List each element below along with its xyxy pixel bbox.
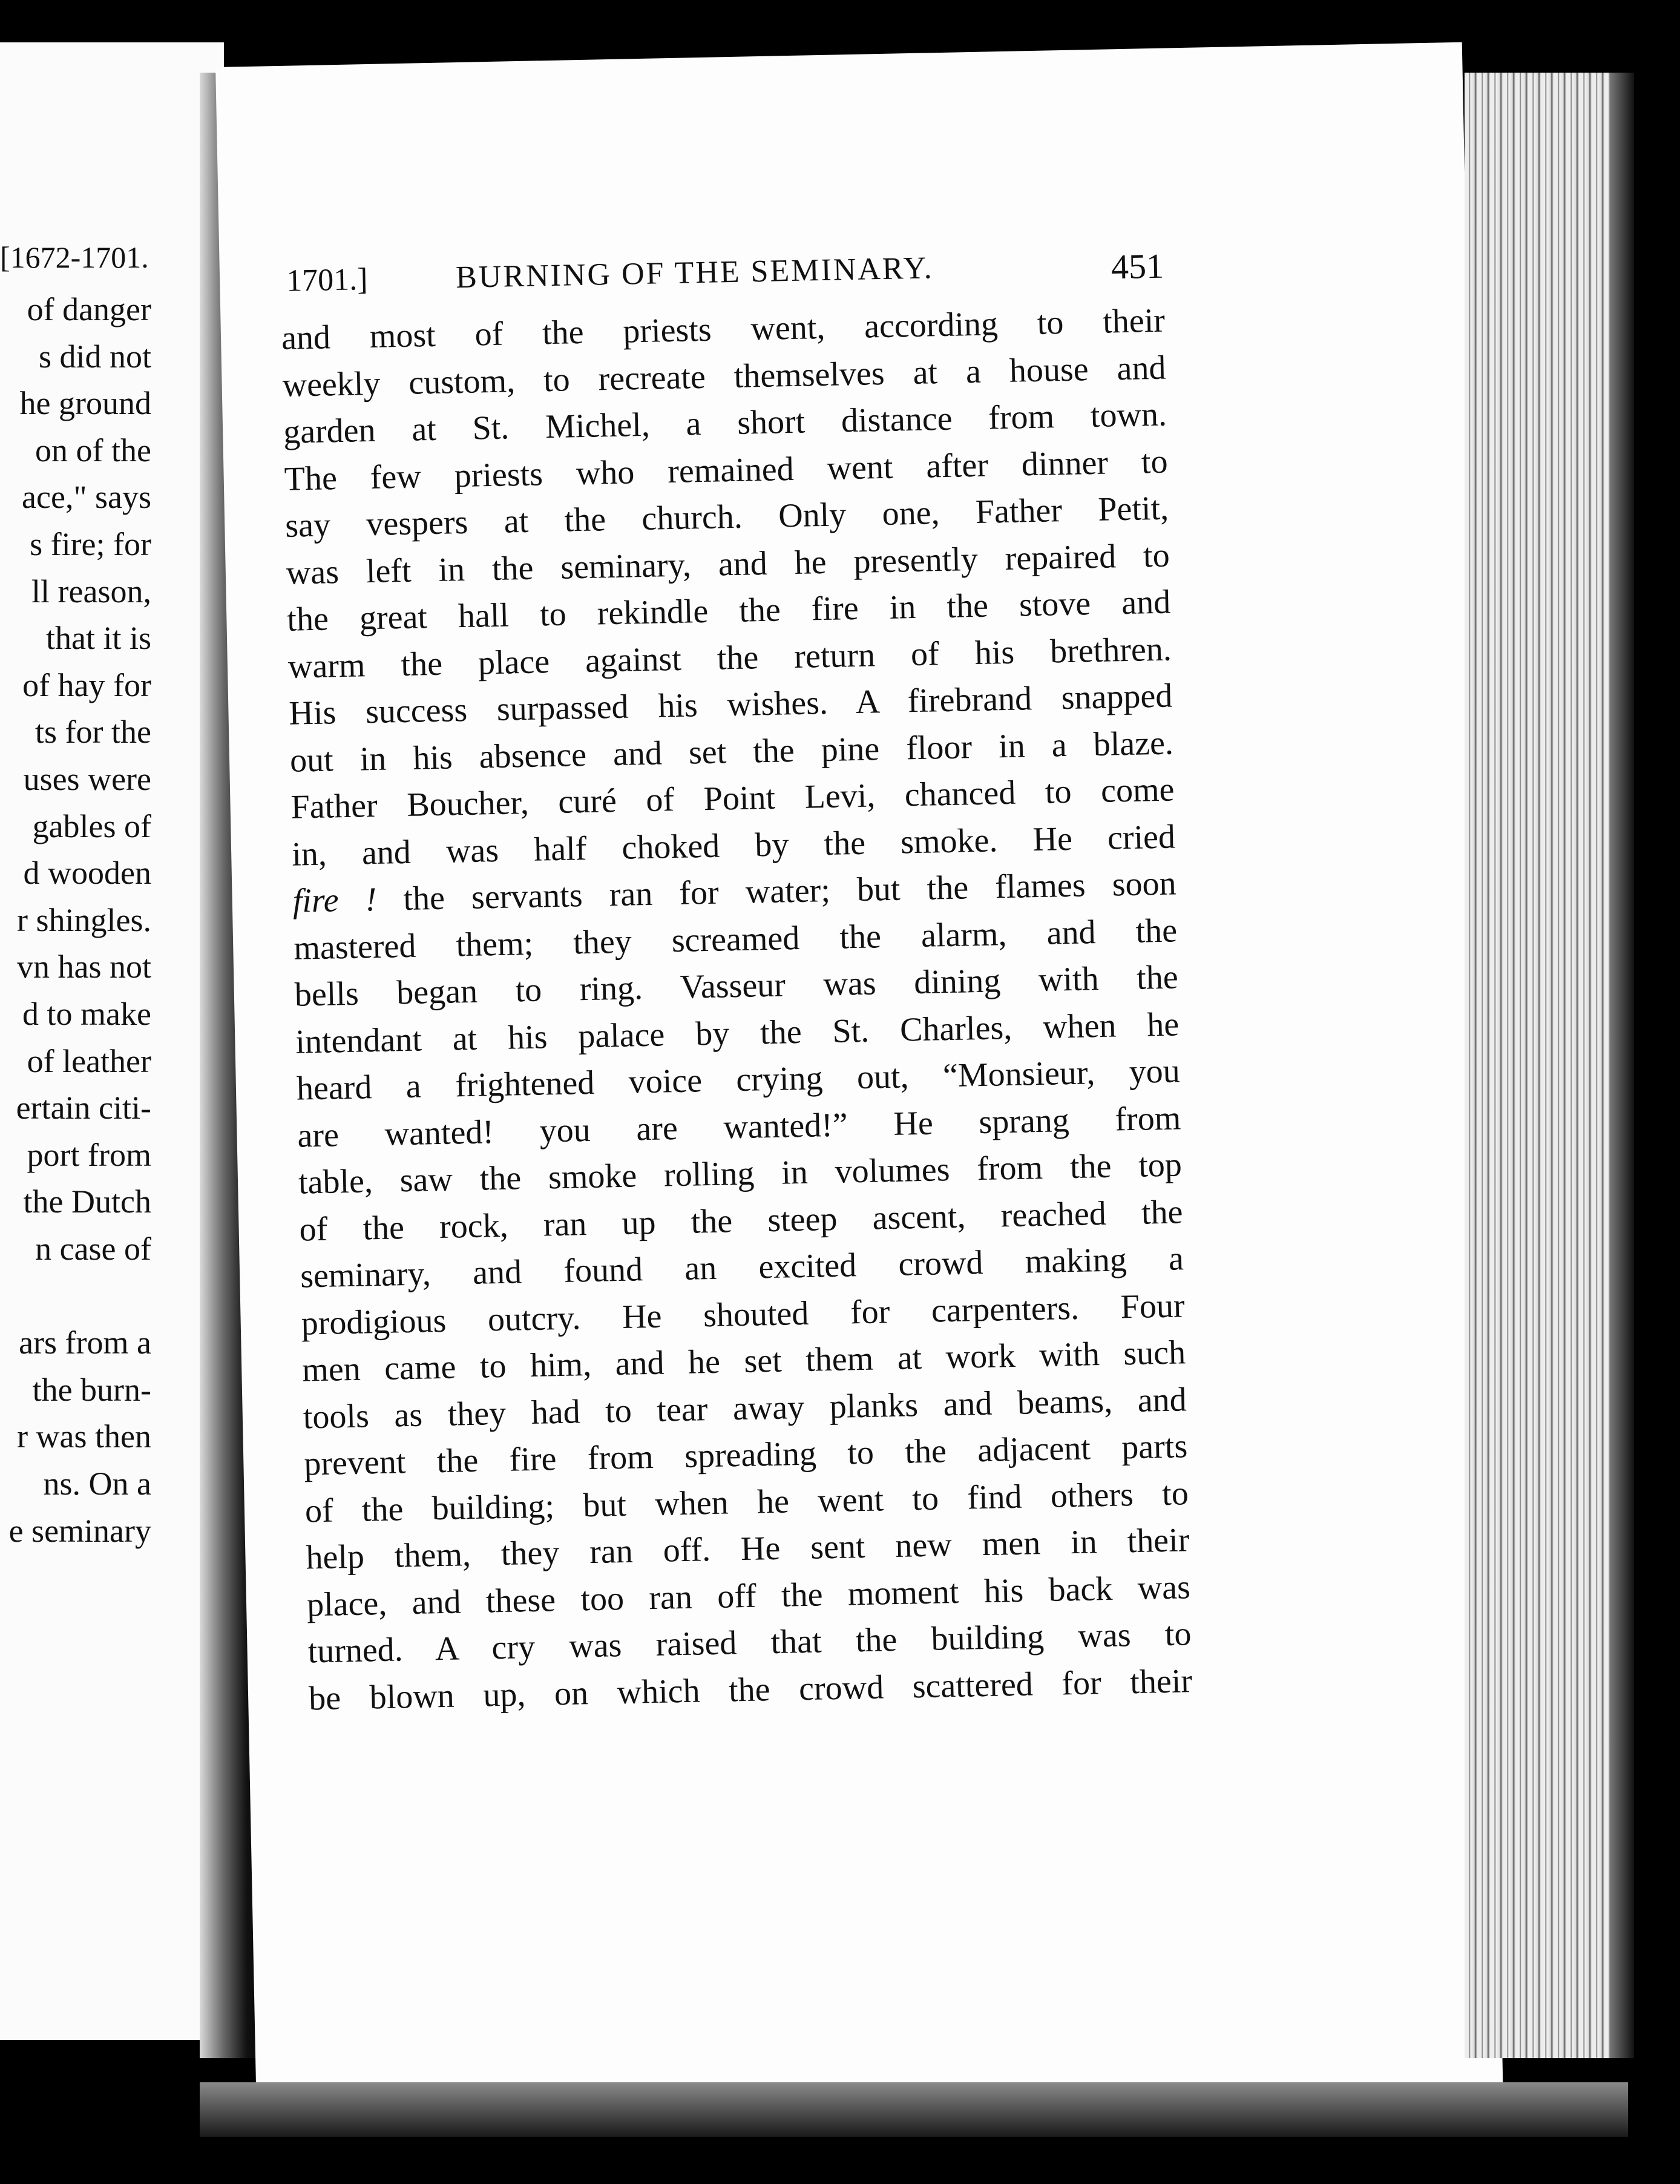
fore-edge-shadow bbox=[1610, 73, 1634, 2058]
italic-exclamation: fire ! bbox=[292, 880, 377, 920]
text-line: and most of the priests went, according to their bbox=[281, 301, 1166, 357]
text-line: of the building; but when he went to find others to bbox=[304, 1474, 1189, 1530]
previous-page-line: d to make bbox=[22, 996, 151, 1032]
text-line: out in his absence and set the pine floor in a blaze. bbox=[289, 723, 1174, 780]
text-line: intendant at his palace by the St. Charles, when he bbox=[295, 1005, 1180, 1061]
text-line: Father Boucher, curé of Point Levi, chanced to come bbox=[290, 771, 1175, 826]
text-line: men came to him, and he set them at work with such bbox=[301, 1334, 1186, 1389]
previous-page-line: ll reason, bbox=[31, 573, 151, 610]
previous-page-line: r was then bbox=[17, 1418, 151, 1455]
text-line: His success surpassed his wishes. A firebrand snapped bbox=[288, 677, 1173, 732]
previous-page-line: of danger bbox=[27, 291, 151, 327]
text-line: mastered them; they screamed the alarm, and the bbox=[293, 911, 1178, 967]
previous-page-line: uses were bbox=[23, 761, 151, 797]
text-line: prodigious outcry. He shouted for carpenters. Four bbox=[301, 1286, 1186, 1343]
header-date-range: 1701.] bbox=[286, 262, 369, 298]
previous-page-line: vn has not bbox=[17, 949, 151, 985]
previous-page-line: s fire; for bbox=[30, 526, 151, 562]
previous-page-text bbox=[0, 0, 151, 2184]
previous-page-line: gables of bbox=[32, 807, 151, 844]
text-line: place, and these too ran off the moment his back was bbox=[306, 1568, 1191, 1623]
text-line: fire ! the servants ran for water; but the flames soon bbox=[292, 864, 1177, 920]
previous-page-line: e seminary bbox=[8, 1512, 151, 1549]
text-line: seminary, and found an excited crowd making a bbox=[300, 1240, 1184, 1295]
text-line: was left in the seminary, and he presently repaired to bbox=[286, 536, 1170, 592]
previous-page-line: n case of bbox=[35, 1231, 151, 1267]
text-line: warm the place against the return of his brethren. bbox=[287, 630, 1172, 686]
text-line: turned. A cry was raised that the building was to bbox=[307, 1615, 1192, 1671]
previous-page-line: r shingles. bbox=[17, 901, 151, 938]
text-line: say vespers at the church. Only one, Father Petit, bbox=[284, 489, 1169, 545]
previous-page-line: ace," says bbox=[22, 479, 151, 516]
text-line: The few priests who remained went after dinner to bbox=[284, 442, 1169, 498]
page-fore-edge bbox=[1465, 73, 1628, 2058]
previous-page-line: d wooden bbox=[23, 855, 151, 892]
previous-page-line: of hay for bbox=[22, 666, 151, 703]
text-line: in, and was half choked by the smoke. He cried bbox=[291, 817, 1176, 873]
text-line: bells began to ring. Vasseur was dining with the bbox=[294, 958, 1179, 1014]
text-line: weekly custom, to recreate themselves at a house and bbox=[282, 349, 1166, 404]
previous-page-line: that it is bbox=[46, 620, 151, 657]
bottom-shadow bbox=[200, 2082, 1628, 2137]
previous-page-line: on of the bbox=[35, 432, 151, 469]
previous-page-line: the burn- bbox=[32, 1371, 151, 1408]
body-text bbox=[281, 298, 1192, 1723]
text-line: garden at St. Michel, a short distance from town. bbox=[283, 395, 1167, 451]
previous-page-header: [1672-1701. bbox=[0, 240, 149, 274]
previous-page-line: of leather bbox=[27, 1042, 151, 1079]
page-number: 451 bbox=[1111, 246, 1164, 287]
chapter-title: BURNING OF THE SEMINARY. bbox=[455, 251, 934, 295]
text-line: tools as they had to tear away planks and beams, and bbox=[303, 1380, 1187, 1436]
text-line: prevent the fire from spreading to the adjacent parts bbox=[303, 1427, 1188, 1483]
previous-page-line: the Dutch bbox=[23, 1183, 151, 1220]
current-page bbox=[215, 42, 1503, 2125]
text-line: are wanted! you are wanted!” He sprang from bbox=[297, 1099, 1181, 1155]
text-line: of the rock, ran up the steep ascent, reached the bbox=[299, 1192, 1183, 1249]
previous-page-line: ertain citi- bbox=[16, 1090, 151, 1127]
previous-page-line: ns. On a bbox=[43, 1465, 151, 1502]
previous-page-line: s did not bbox=[38, 338, 151, 375]
text-line: help them, they ran off. He sent new men in their bbox=[305, 1521, 1190, 1577]
text-line: be blown up, on which the crowd scattered for their bbox=[308, 1662, 1193, 1717]
text-line: table, saw the smoke rolling in volumes from the top bbox=[298, 1146, 1183, 1202]
previous-page-line: port from bbox=[27, 1136, 151, 1173]
text-line: the great hall to rekindle the fire in the stove and bbox=[286, 583, 1171, 639]
previous-page-line: he ground bbox=[19, 385, 151, 422]
previous-page-line: ars from a bbox=[19, 1324, 151, 1361]
text-line: heard a frightened voice crying out, “Monsieur, you bbox=[296, 1052, 1181, 1108]
previous-page-line: ts for the bbox=[35, 714, 151, 751]
